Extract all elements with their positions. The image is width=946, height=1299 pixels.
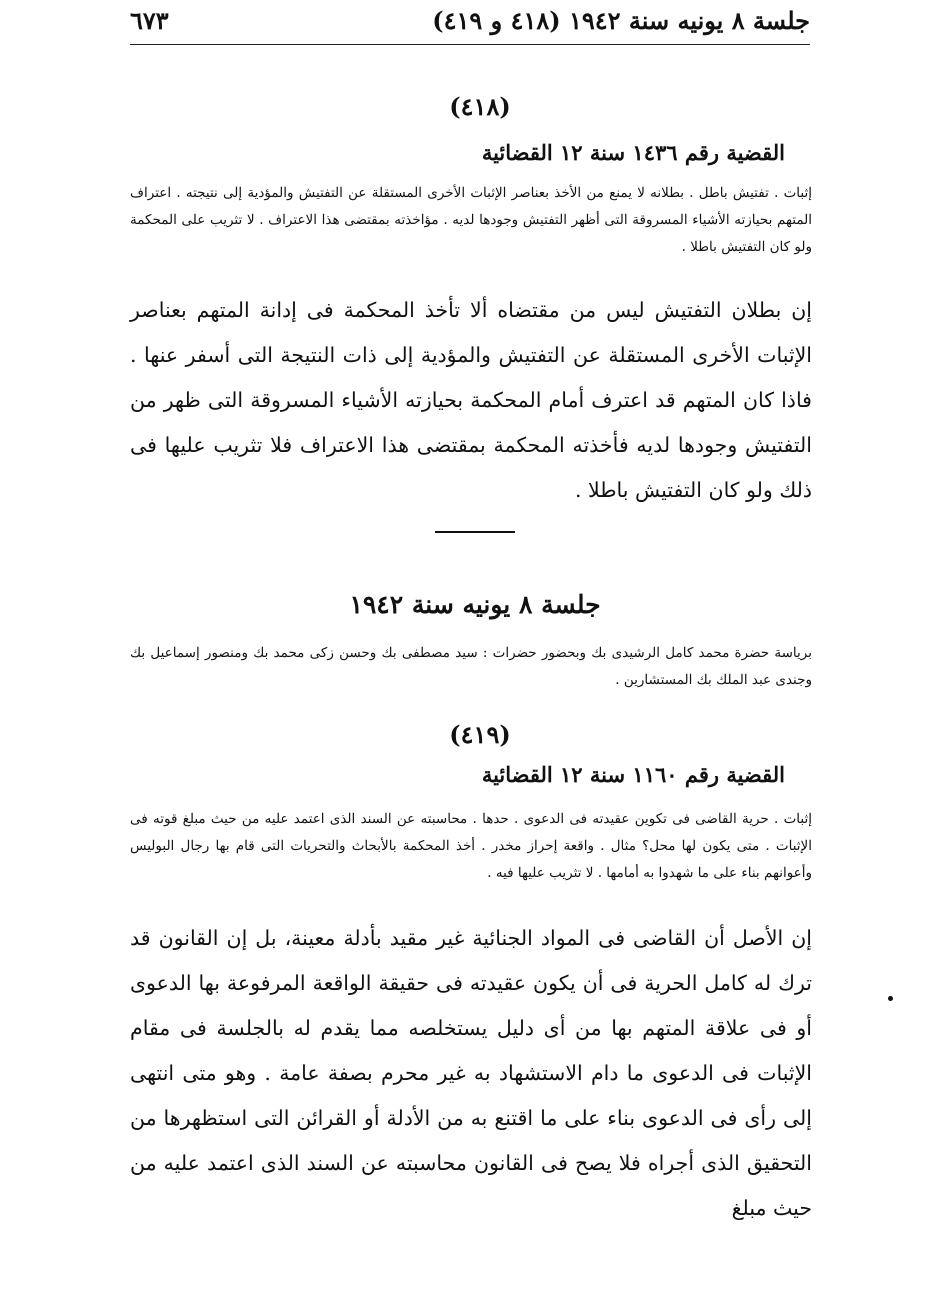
case-summary-419: إثبات . حرية القاضى فى تكوين عقيدته فى الدعوى . حدها . محاسبته عن السند الذى اعتمد عليه من حيث مبلغ قوته فى الإثبات . متى يكون لها محل؟ مثال . واقعة إحراز مخدر . أخذ المحكمة بالأبحاث والتحريات التى قام بها رجال البوليس وأعوانهم بناء على ما شهدوا به أمامها . لا تثريب عليها فيه . — [130, 811, 812, 881]
case-reference-419: القضية رقم ١١٦٠ سنة ١٢ القضائية — [481, 762, 785, 787]
header-rule — [130, 44, 810, 45]
case-summary-418: إثبات . تفتيش باطل . بطلانه لا يمنع من الأخذ بعناصر الإثبات الأخرى المستقلة عن التفتيش والمؤدية إلى نتيجته . اعتراف المتهم بحيازته الأشياء المسروقة التى أظهر التفتيش وجودها لديه . مؤاخذته بمقتضى هذا الاعتراف . لا تثريب على المحكمة ولو كان التفتيش باطلا . — [130, 185, 812, 255]
session-title: جلسة ٨ يونيه سنة ١٩٤٢ — [349, 590, 601, 619]
case-number-419: (٤١٩) — [449, 720, 511, 749]
header-title: جلسة ٨ يونيه سنة ١٩٤٢ (٤١٨ و ٤١٩) — [432, 6, 810, 35]
margin-dot — [888, 996, 893, 1001]
page-number: ٦٧٣ — [130, 6, 169, 35]
case-reference-418: القضية رقم ١٤٣٦ سنة ١٢ القضائية — [481, 140, 785, 165]
case-body-418: إن بطلان التفتيش ليس من مقتضاه ألا تأخذ المحكمة فى إدانة المتهم بعناصر الإثبات الأخرى المستقلة عن التفتيش والمؤدية إلى ذات النتيجة التى أسفر عنها . فاذا كان المتهم قد اعترف أمام المحكمة بحيازته الأشياء المسروقة التى ظهر من التفتيش وجودها لديه فأخذته المحكمة بمقتضى هذا الاعتراف فلا تثريب عليها فى ذلك ولو كان التفتيش باطلا . — [130, 298, 812, 502]
session-presidency: برياسة حضرة محمد كامل الرشيدى بك وبحضور حضرات : سيد مصطفى بك وحسن زكى محمد بك ومنصور إسماعيل بك وجندى عبد الملك بك المستشارين . — [130, 645, 812, 688]
section-divider — [435, 531, 515, 533]
case-number-418: (٤١٨) — [449, 92, 511, 121]
case-body-419: إن الأصل أن القاضى فى المواد الجنائية غير مقيد بأدلة معينة، بل إن القانون قد ترك له كامل الحرية فى أن يكون عقيدته فى حقيقة الواقعة المرفوعة بها الدعوى أو فى علاقة المتهم بها من أى دليل يستخلصه مما يقدم له بالجلسة فى مقام الإثبات فى الدعوى ما دام الاستشهاد به غير محرم بصفة عامة . وهو متى انتهى إلى رأى فى الدعوى بناء على ما اقتنع به من الأدلة أو القرائن التى استظهرها من التحقيق الذى أجراه فلا يصح فى القانون محاسبته عن السند الذى اعتمد عليه من حيث مبلغ — [130, 926, 812, 1220]
scan-artifact — [182, 1239, 242, 1245]
